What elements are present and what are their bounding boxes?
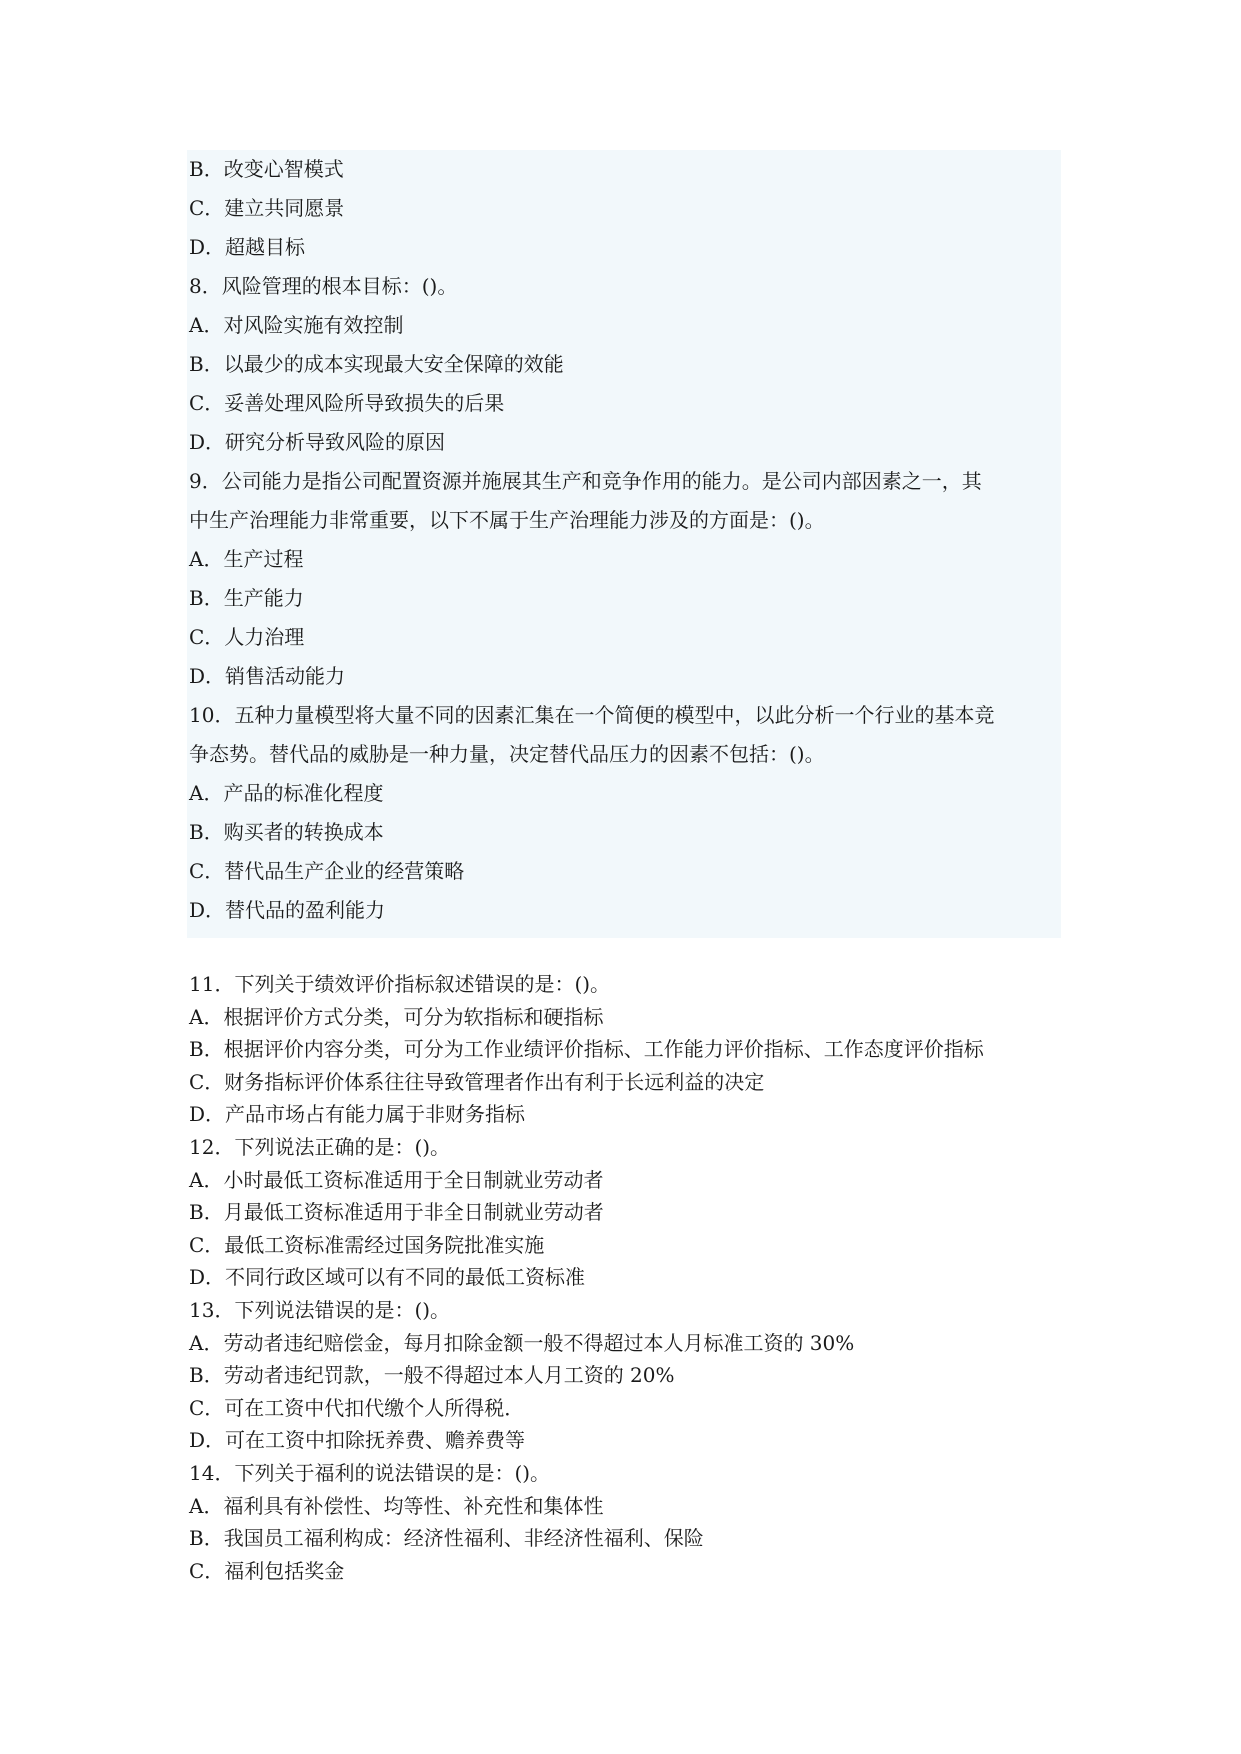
text-line: B．改变心智模式 <box>189 157 344 181</box>
question-line: 11．下列关于绩效评价指标叙述错误的是：()。 <box>189 972 611 996</box>
text-line: D．替代品的盈利能力 <box>189 898 386 922</box>
question-line: 8．风险管理的根本目标：()。 <box>189 274 458 298</box>
text-line: C．最低工资标准需经过国务院批准实施 <box>189 1232 545 1257</box>
highlighted-question-block <box>187 150 1061 938</box>
text-line: C．人力治理 <box>189 625 305 649</box>
text-line: B．劳动者违纪罚款，一般不得超过本人月工资的 20% <box>189 1363 675 1388</box>
text-line: D．可在工资中扣除抚养费、赡养费等 <box>189 1428 526 1453</box>
text-line: B．购买者的转换成本 <box>189 820 384 844</box>
text-line: C．替代品生产企业的经营策略 <box>189 859 465 883</box>
question-line: 13．下列说法错误的是：()。 <box>189 1297 451 1322</box>
text-line: B．根据评价内容分类，可分为工作业绩评价指标、工作能力评价指标、工作态度评价指标 <box>189 1037 984 1062</box>
text-line: C．财务指标评价体系往往导致管理者作出有利于长远利益的决定 <box>189 1069 765 1094</box>
question-line: 12．下列说法正确的是：()。 <box>189 1134 451 1159</box>
text-line: A．劳动者违纪赔偿金，每月扣除金额一般不得超过本人月标准工资的 30% <box>189 1330 855 1355</box>
question-line: 14．下列关于福利的说法错误的是：()。 <box>189 1460 551 1485</box>
text-line: A．生产过程 <box>189 547 304 571</box>
text-line: A．产品的标准化程度 <box>189 781 384 805</box>
text-line: B．以最少的成本实现最大安全保障的效能 <box>189 352 564 376</box>
text-line: D．研究分析导致风险的原因 <box>189 430 446 454</box>
plain-question-block <box>187 968 1061 1587</box>
text-line: D．不同行政区域可以有不同的最低工资标准 <box>189 1265 586 1290</box>
text-line: C．可在工资中代扣代缴个人所得税． <box>189 1395 525 1420</box>
text-line: A．根据评价方式分类，可分为软指标和硬指标 <box>189 1004 604 1029</box>
text-line: D．产品市场占有能力属于非财务指标 <box>189 1102 526 1127</box>
text-line: A．小时最低工资标准适用于全日制就业劳动者 <box>189 1167 604 1192</box>
text-line: C．福利包括奖金 <box>189 1558 345 1583</box>
text-line: A．对风险实施有效控制 <box>189 313 404 337</box>
text-line: C．妥善处理风险所导致损失的后果 <box>189 391 505 415</box>
text-line: D．销售活动能力 <box>189 664 346 688</box>
text-line: B．生产能力 <box>189 586 304 610</box>
question-line: 争态势。替代品的威胁是一种力量，决定替代品压力的因素不包括：()。 <box>189 742 825 766</box>
question-line: 9．公司能力是指公司配置资源并施展其生产和竞争作用的能力。是公司内部因素之一，其 <box>189 469 982 493</box>
text-line: C．建立共同愿景 <box>189 196 345 220</box>
question-line: 中生产治理能力非常重要，以下不属于生产治理能力涉及的方面是：()。 <box>189 508 825 532</box>
text-line: D．超越目标 <box>189 235 306 259</box>
question-line: 10．五种力量模型将大量不同的因素汇集在一个简便的模型中，以此分析一个行业的基本竞 <box>189 703 995 727</box>
text-line: A．福利具有补偿性、均等性、补充性和集体性 <box>189 1493 604 1518</box>
text-line: B．我国员工福利构成：经济性福利、非经济性福利、保险 <box>189 1526 704 1551</box>
text-line: B．月最低工资标准适用于非全日制就业劳动者 <box>189 1200 604 1225</box>
